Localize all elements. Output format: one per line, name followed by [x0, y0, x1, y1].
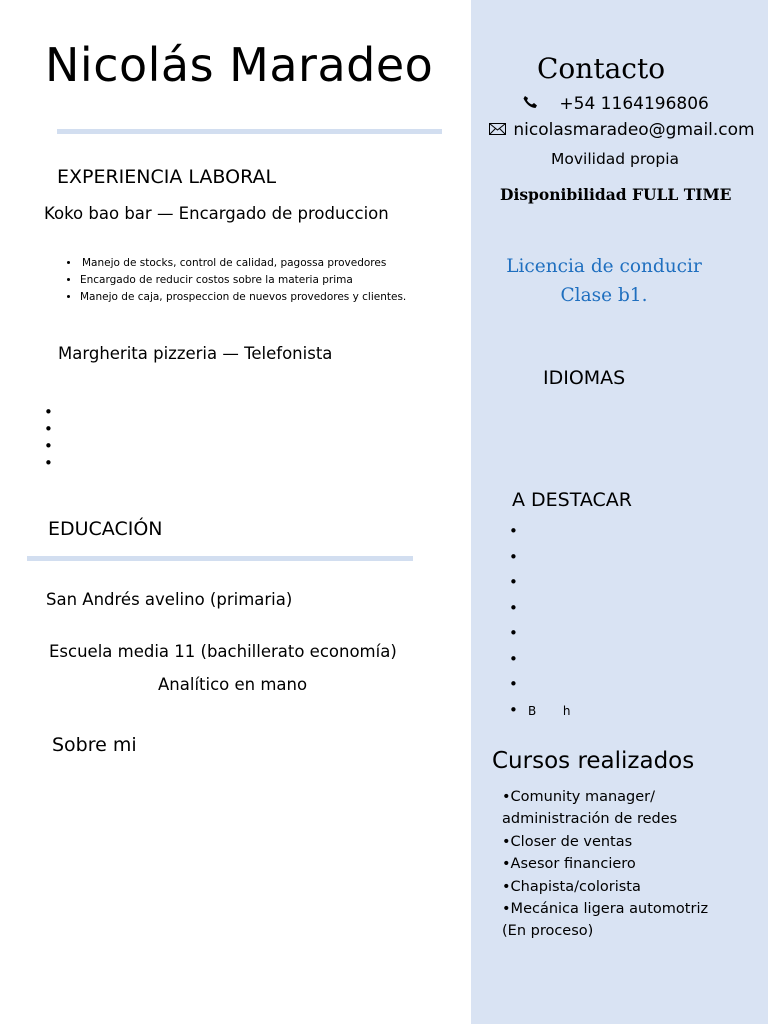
list-item: • B h	[509, 704, 571, 730]
license-line1: Licencia de conducir	[506, 256, 702, 277]
highlights-heading: A DESTACAR	[512, 489, 632, 511]
experience-heading: EXPERIENCIA LABORAL	[57, 166, 277, 188]
job2-title: Margherita pizzeria — Telefonista	[58, 344, 333, 363]
mobility-text: Movilidad propia	[551, 150, 680, 168]
license-line2: Clase b1.	[560, 285, 648, 306]
availability-text: Disponibilidad FULL TIME	[500, 185, 732, 204]
highlights-bullet-list	[509, 525, 571, 729]
languages-heading: IDIOMAS	[543, 367, 626, 389]
education-note: Analítico en mano	[158, 675, 308, 694]
course-line: administración de redes	[502, 811, 678, 828]
school-secondary: Escuela media 11 (bachillerato economía)	[49, 642, 397, 661]
list-item	[509, 627, 571, 653]
courses-heading: Cursos realizados	[492, 748, 695, 774]
person-name: Nicolás Maradeo	[45, 38, 434, 92]
list-item: • Manejo de stocks, control de calidad, pagossa provedores	[80, 255, 406, 272]
email-row	[489, 120, 755, 140]
education-heading: EDUCACIÓN	[48, 518, 163, 540]
course-line: •Comunity manager/	[502, 789, 656, 805]
divider-top	[57, 129, 442, 134]
course-line: •Mecánica ligera automotriz	[502, 901, 709, 918]
list-item	[509, 678, 571, 704]
contact-heading: Contacto	[537, 52, 666, 85]
list-item: • Manejo de caja, prospeccion de nuevos provedores y clientes.	[80, 289, 406, 306]
divider-education	[27, 556, 413, 561]
list-item	[509, 551, 571, 577]
list-item	[509, 576, 571, 602]
school-primary: San Andrés avelino (primaria)	[46, 590, 293, 609]
job1-title: Koko bao bar — Encargado de produccion	[44, 204, 389, 223]
about-heading: Sobre mi	[52, 734, 137, 756]
courses-list	[502, 786, 708, 943]
list-item	[509, 653, 571, 679]
course-line: •Chapista/colorista	[502, 878, 641, 895]
list-item	[509, 525, 571, 551]
phone-icon	[522, 94, 538, 114]
list-item: • Encargado de reducir costos sobre la materia prima	[80, 272, 406, 289]
email-address: nicolasmaradeo@gmail.com	[513, 120, 755, 140]
job1-bullet-list	[58, 255, 406, 306]
course-line: (En proceso)	[502, 923, 594, 940]
list-item	[509, 602, 571, 628]
phone-row	[522, 94, 709, 114]
envelope-icon	[489, 120, 506, 140]
course-line: •Closer de ventas	[502, 833, 633, 850]
course-line: •Asesor financiero	[502, 856, 636, 873]
phone-number: +54 1164196806	[559, 94, 709, 114]
